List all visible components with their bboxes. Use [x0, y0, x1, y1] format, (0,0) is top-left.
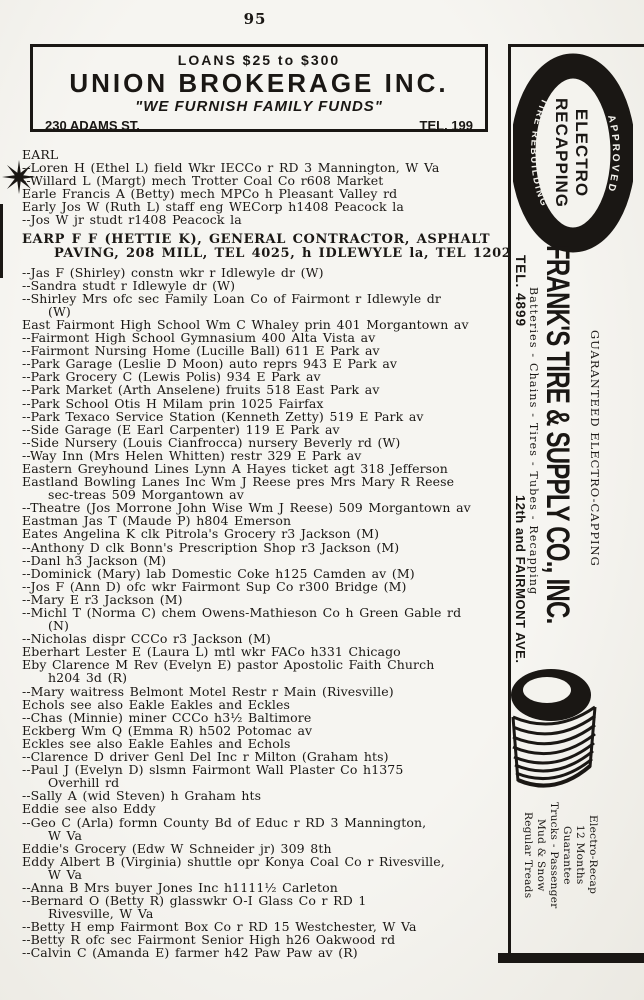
- entry-line: --Chas (Minnie) miner CCCo h3½ Baltimore: [22, 709, 312, 725]
- ad-slogan: "WE FURNISH FAMILY FUNDS": [135, 98, 383, 115]
- entry-line: --Willard L (Margt) mech Trotter Coal Co r608 Market: [22, 173, 384, 189]
- union-brokerage-ad: [30, 44, 488, 132]
- sidebar-phone: TEL. 4899: [513, 255, 528, 328]
- tread-option: Mud & Snow: [535, 818, 547, 892]
- entry-line: (N): [48, 618, 69, 634]
- directory-entry: [22, 698, 508, 711]
- directory-entry: [22, 554, 508, 567]
- entry-line: h204 3d (R): [48, 670, 128, 686]
- directory-entry: [22, 541, 508, 554]
- directory-entry: [22, 292, 508, 318]
- entry-line: --Loren H (Ethel L) field Wkr IECCo r RD 3 Mannington, W Va: [22, 160, 440, 176]
- entry-line: Eddie's Grocery (Edw W Schneider jr) 309 8th: [22, 840, 332, 856]
- directory-entry: [22, 580, 508, 593]
- entry-line: Overhill rd: [48, 775, 120, 791]
- directory-entry: [22, 449, 508, 462]
- entry-line: --Park School Otis H Milam prin 1025 Fairfax: [22, 395, 324, 411]
- badge-recapping-text: RECAPPING: [552, 97, 571, 209]
- tread-options-list: [519, 799, 599, 911]
- entry-line: Rivesville, W Va: [48, 906, 154, 922]
- directory-entry: [22, 475, 508, 501]
- entry-line: --Fairmont Nursing Home (Lucille Ball) 611 E Park av: [22, 343, 380, 359]
- entry-line: --Side Nursery (Louis Cianfrocca) nursery Beverly rd (W): [22, 434, 401, 450]
- entry-line: --Theatre (Jos Morrone John Wise Wm J Reese) 509 Morgantown av: [22, 500, 471, 516]
- directory-entry: [22, 410, 508, 423]
- tread-option: Guarantee: [561, 825, 573, 885]
- directory-entry: [22, 436, 508, 449]
- entry-line: Eastman Jas T (Maude P) h804 Emerson: [22, 513, 292, 529]
- entry-line: --Jas F (Shirley) constn wkr r Idlewyle dr (W): [22, 264, 324, 280]
- entry-line: --Park Market (Arth Anselene) fruits 518 East Park av: [22, 382, 380, 398]
- sidebar-bottom-border: [498, 953, 644, 963]
- entry-line: --Calvin C (Amanda E) farmer h42 Paw Paw av (R): [22, 945, 358, 961]
- page-number: 95: [243, 10, 267, 28]
- directory-entry: [22, 213, 508, 226]
- entry-line: Eby Clarence M Rev (Evelyn E) pastor Apostolic Faith Church: [22, 657, 435, 673]
- tread-option: 12 Months: [574, 825, 586, 885]
- entry-line: --Geo C (Arla) formn County Bd of Educ r RD 3 Mannington,: [22, 814, 427, 830]
- directory-entry: [22, 894, 508, 920]
- scan-edge-artifact: [0, 204, 3, 278]
- entry-line: Eates Angelina K clk Pitrola's Grocery r3 Jackson (M): [22, 526, 380, 542]
- directory-entry: [22, 763, 508, 789]
- ad-loans-line: LOANS $25 to $300: [177, 52, 341, 68]
- badge-tire-rebuilding-text: TIRE REBUILDING: [527, 96, 551, 210]
- directory-entry: [22, 658, 508, 684]
- entry-line: --Jos W jr studt r1408 Peacock la: [22, 212, 242, 228]
- entry-line: PAVING, 208 MILL, TEL 4025, h IDLEWYLE la, TEL 1202: [54, 245, 512, 261]
- directory-entry: [22, 231, 512, 261]
- entry-line: W Va: [48, 866, 83, 882]
- directory-entry: [22, 527, 508, 540]
- directory-listings: [22, 147, 512, 961]
- entry-line: EARP F F (HETTIE K), GENERAL CONTRACTOR, ASPHALT: [22, 231, 491, 247]
- tire-stack-icon: [507, 665, 601, 799]
- badge-approved-text: A P P R O V E D: [605, 113, 622, 193]
- entry-line: Eastern Greyhound Lines Lynn A Hayes ticket agt 318 Jefferson: [22, 460, 448, 476]
- tread-option: Regular Treads: [522, 811, 534, 899]
- sidebar-products-line: Batteries - Chains - Tires - Tubes - Recapping: [527, 287, 540, 596]
- entry-line: EARL: [22, 147, 59, 162]
- directory-entry: [22, 383, 508, 396]
- entry-line: Echols see also Eakle Eakles and Eckles: [22, 696, 290, 712]
- entry-line: --Anthony D clk Bonn's Prescription Shop r3 Jackson (M): [22, 539, 400, 555]
- entry-line: Eckles see also Eakle Eahles and Echols: [22, 735, 291, 751]
- tread-option: Electro-Recap: [587, 815, 599, 895]
- tread-option: Trucks - Passenger: [548, 801, 560, 909]
- directory-entry: [22, 685, 508, 698]
- directory-entry: [22, 802, 508, 815]
- entry-line: --Mary waitress Belmont Motel Restr r Main (Rivesville): [22, 683, 394, 699]
- directory-entry: [22, 711, 508, 724]
- entry-line: --Sandra studt r Idlewyle dr (W): [22, 277, 236, 293]
- entry-line: --Bernard O (Betty R) glasswkr O-I Glass Co r RD 1: [22, 893, 367, 909]
- entry-line: --Park Grocery C (Lewis Polis) 934 E Park av: [22, 369, 321, 385]
- badge-electro-text: ELECTRO: [572, 108, 591, 198]
- entry-line: W Va: [48, 827, 83, 843]
- entry-line: --Park Texaco Service Station (Kenneth Zetty) 519 E Park av: [22, 408, 424, 424]
- entry-line: East Fairmont High School Wm C Whaley prin 401 Morgantown av: [22, 316, 469, 332]
- directory-entry: [22, 724, 508, 737]
- entry-line: --Clarence D driver Genl Del Inc r Milton (Graham hts): [22, 749, 389, 765]
- entry-line: Eastland Bowling Lanes Inc Wm J Reese pres Mrs Mary R Reese: [22, 474, 455, 490]
- entry-line: --Side Garage (E Earl Carpenter) 119 E Park av: [22, 421, 340, 437]
- sidebar-company-name: FRANK'S TIRE & SUPPLY CO., INC.: [540, 245, 576, 624]
- entry-line: Eberhart Lester E (Laura L) mtl wkr FACo h331 Chicago: [22, 644, 401, 660]
- directory-entry: [22, 279, 508, 292]
- directory-entry: [22, 816, 508, 842]
- entry-line: Eddy Albert B (Virginia) shuttle opr Konya Coal Co r Rivesville,: [22, 853, 445, 869]
- directory-entry: [22, 855, 508, 881]
- ad-company-name: UNION BROKERAGE INC.: [69, 68, 449, 98]
- directory-entry: [22, 606, 508, 632]
- ad-phone: TEL. 199: [419, 118, 473, 133]
- entry-line: --Nicholas dispr CCCo r3 Jackson (M): [22, 631, 271, 647]
- directory-entry: [22, 397, 508, 410]
- entry-line: --Michl T (Norma C) chem Owens-Mathieson Co h Green Gable rd: [22, 605, 462, 620]
- entry-line: Early Jos W (Ruth L) staff eng WECorp h1408 Peacock la: [22, 199, 404, 215]
- directory-entry: [22, 423, 508, 436]
- entry-line: --Mary E r3 Jackson (M): [22, 591, 183, 607]
- entry-line: Eddie see also Eddy: [22, 801, 156, 817]
- entry-line: --Paul J (Evelyn D) slsmn Fairmont Wall Plaster Co h1375: [22, 762, 404, 778]
- entry-line: Eckberg Wm Q (Emma R) h502 Potomac av: [22, 722, 313, 738]
- directory-entry: [22, 567, 508, 580]
- entry-line: sec-treas 509 Morgantown av: [48, 487, 244, 503]
- directory-entry: [22, 842, 508, 855]
- directory-entry: [22, 266, 508, 279]
- entry-line: --Jos F (Ann D) ofc wkr Fairmont Sup Co r300 Bridge (M): [22, 578, 407, 594]
- ad-street-address: 230 ADAMS ST.: [45, 118, 140, 133]
- entry-line: --Shirley Mrs ofc sec Family Loan Co of Fairmont r Idlewyle dr: [22, 290, 441, 306]
- franks-tire-ad: [508, 44, 644, 956]
- entry-line: --Way Inn (Mrs Helen Whitten) restr 329 E Park av: [22, 447, 362, 463]
- entry-line: --Sally A (wid Steven) h Graham hts: [22, 788, 262, 804]
- entry-line: --Dominick (Mary) lab Domestic Coke h125 Camden av (M): [22, 565, 415, 581]
- entry-line: --Fairmont High School Gymnasium 400 Alta Vista av: [22, 330, 376, 346]
- entry-line: --Betty R ofc sec Fairmont Senior High h26 Oakwood rd: [22, 932, 396, 948]
- entry-line: --Betty H emp Fairmont Box Co r RD 15 Westchester, W Va: [22, 919, 417, 935]
- entry-line: --Park Garage (Leslie D Moon) auto reprs 943 E Park av: [22, 356, 398, 372]
- approved-seal-icon: [513, 53, 633, 253]
- directory-entry: [22, 946, 508, 959]
- entry-line: Earle Francis A (Betty) mech MPCo h Pleasant Valley rd: [22, 186, 398, 202]
- sidebar-guaranteed-line: GUARANTEED ELECTRO-CAPPING: [588, 330, 602, 567]
- entry-line: (W): [48, 303, 71, 319]
- sidebar-address: 12th and FAIRMONT AVE.: [513, 495, 528, 664]
- entry-line: --Anna B Mrs buyer Jones Inc h1111½ Carleton: [22, 879, 338, 895]
- entry-line: --Danl h3 Jackson (M): [22, 552, 167, 568]
